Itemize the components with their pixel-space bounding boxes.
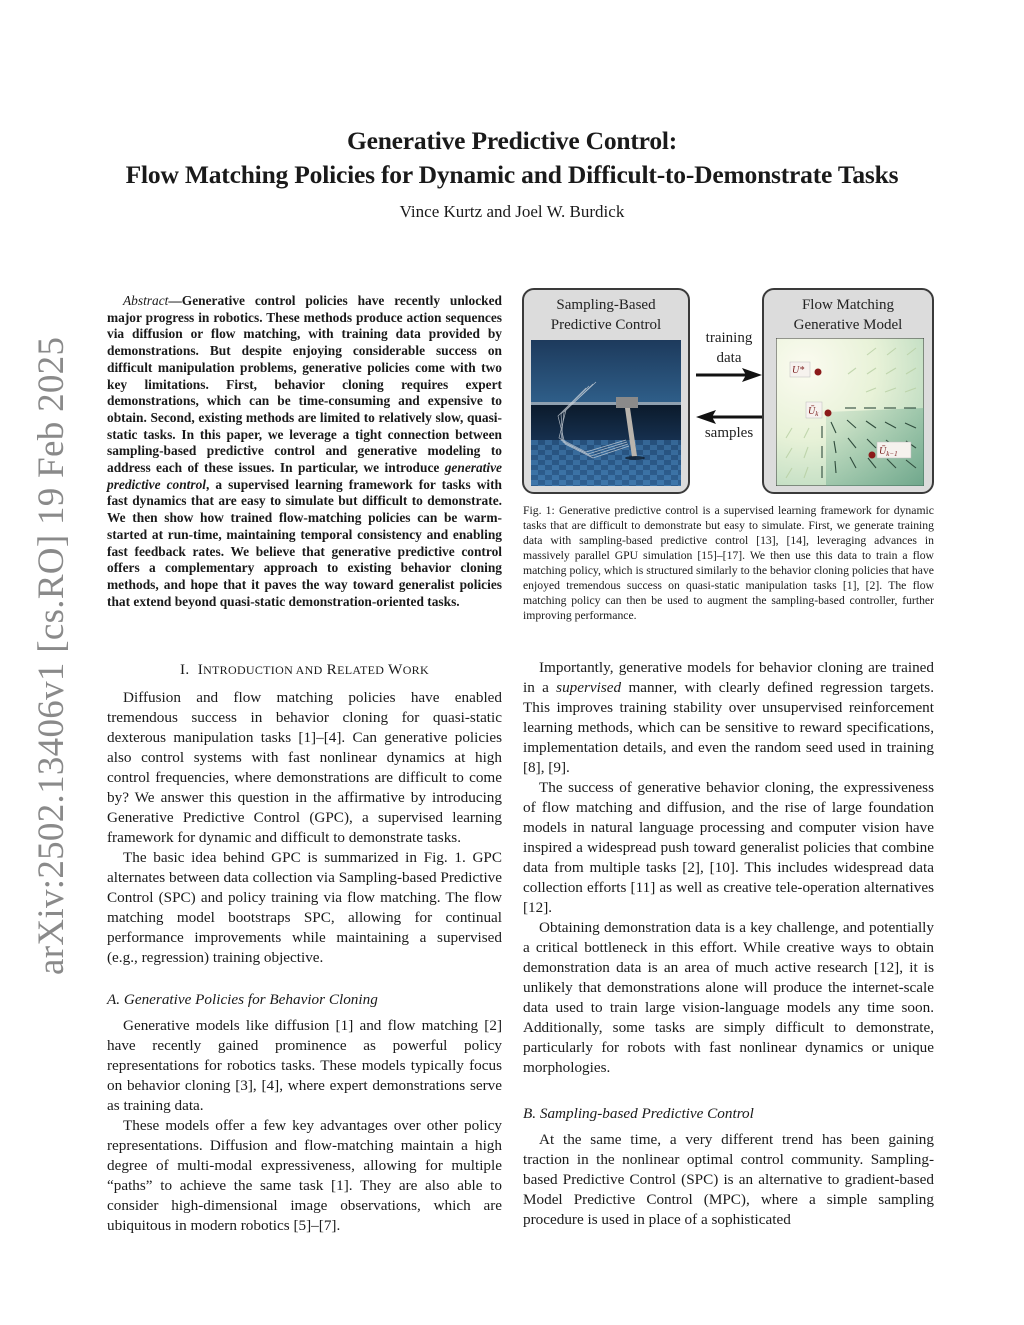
section-title: INTRODUCTION AND RELATED WORK bbox=[197, 661, 429, 678]
abstract-dash: — bbox=[168, 293, 182, 308]
u-k-minus-1-label: $Ū_{k-1}$ bbox=[879, 446, 898, 458]
title-line-2: Flow Matching Policies for Dynamic and Difficult-to-Demonstrate Tasks bbox=[125, 160, 899, 189]
figure-caption: Fig. 1: Generative predictive control is a supervised learning framework for dynamic tasks that are difficult to demonstrate but easy to simulate. First, we generate training data with sampling-based predictive control [13], [14], leveraging advances in massively parallel GPU simulation [15]–[17]. We then use this data to train a flow matching policy, which is structured similarly to the behavior cloning policies that have enjoyed tremendous success on quasi-static manipulation tasks [1], [2]. The flow matching policy can then be used to augment the sampling-based controller, further improving performance. bbox=[523, 504, 934, 622]
training-label: training bbox=[705, 330, 753, 346]
abstract-label: Abstract bbox=[123, 293, 169, 308]
arrow-right-icon bbox=[696, 367, 762, 383]
section-number: I. bbox=[180, 661, 190, 678]
subsection-heading-b: B. Sampling-based Predictive Control bbox=[523, 1105, 754, 1122]
abstract-text-1: Generative control policies have recently unlocked major progress in robotics. These methods produce action sequences via diffusion or flow matching, with training data provided by demonstrations. But despite enjoying considerable success on difficult manipulation problems, generative policies come with two key limitations. First, behavior cloning requires expert demonstrations, which can be time-consuming and expensive to obtain. Second, existing methods are limited to relatively slow, quasi-static tasks. In this paper, we leverage a tight connection between sampling-based predictive control and generative modeling to address each of these issues. In particular, we introduce bbox=[107, 293, 502, 476]
flow-matching-box bbox=[762, 288, 934, 494]
samples-label: samples bbox=[704, 425, 754, 441]
title-line-1: Generative Predictive Control: bbox=[346, 126, 678, 155]
spc-box bbox=[522, 288, 690, 494]
subsection-a-paragraph-1: Generative models like diffusion [1] and flow matching [2] have recently gained prominence as powerful policy representations for robotics tasks. These models typically focus on behavior cloning [3], [4], where expert demonstrations serve as training data. bbox=[107, 1017, 502, 1114]
arxiv-stamp: arXiv:2502.13406v1 [cs.RO] 19 Feb 2025 bbox=[31, 336, 72, 975]
u-star-label: U* bbox=[792, 365, 805, 376]
data-label: data bbox=[716, 350, 742, 366]
subsection-heading-a: A. Generative Policies for Behavior Cloning bbox=[107, 991, 378, 1008]
section-heading-introduction bbox=[107, 660, 502, 680]
right-paragraph-2: The success of generative behavior cloning, the expressiveness of flow matching and diffusion, and the rise of large foundation models in natural language processing and computer vision have inspired a widespread push toward generalist policies that combine data from multiple tasks [2], [10]. This includes widespread data collection efforts [11] as well as creative tele-operation alternatives [12]. bbox=[523, 779, 934, 916]
flow-title-line-1: Flow Matching bbox=[801, 297, 895, 313]
training-data-label bbox=[694, 328, 764, 368]
p1-text-a: Importantly, generative models for behavior cloning are trained in a bbox=[523, 659, 934, 696]
figure-1 bbox=[522, 288, 934, 496]
abstract-emphasis: generative predictive control bbox=[107, 460, 502, 492]
subsection-b-paragraph-1: At the same time, a very different trend has been gaining traction in the nonlinear optimal control community. Sampling-based Predictive Control (SPC) is an alternative to gradient-based Model Predictive Control (MPC), where a simple sampling procedure is used in place of a sophisticated bbox=[523, 1131, 934, 1228]
robot-simulation-image bbox=[531, 340, 681, 486]
u-k-label: $Ū_k$ bbox=[808, 406, 819, 418]
abstract bbox=[107, 293, 502, 610]
intro-paragraph-2: The basic idea behind GPC is summarized in Fig. 1. GPC alternates between data collection via Sampling-based Predictive Control (SPC) and policy training via flow matching. The flow matching model bootstraps SPC, allowing for continual performance improvements while maintaining a supervised (e.g., regression) training objective. bbox=[107, 849, 502, 966]
spc-title-line-2: Predictive Control bbox=[550, 317, 662, 333]
flow-title-line-2: Generative Model bbox=[793, 317, 903, 333]
right-column bbox=[523, 658, 934, 1230]
p1-text-b: manner, with clearly defined regression targets. This improves training stability over unsupervised reinforcement learning methods, which can be sensitive to reward specifications, implementation details, and even the random seed used in training [8], [9]. bbox=[523, 679, 934, 776]
paper-title bbox=[0, 124, 1024, 192]
vector-field-plot bbox=[776, 338, 924, 486]
spc-box-title bbox=[524, 295, 688, 335]
right-paragraph-3: Obtaining demonstration data is a key challenge, and potentially a critical bottleneck in this effort. While creative ways to obtain demonstration data is an area of much active research [12], it is unlikely that demonstrations alone will produce the internet-scale data used to train large vision-language models any time soon. Additionally, some tasks are simply difficult to demonstrate, particularly for robots with fast nonlinear dynamics or unique morphologies. bbox=[523, 919, 934, 1076]
authors: Vince Kurtz and Joel W. Burdick bbox=[399, 202, 625, 221]
p1-emphasis: supervised bbox=[556, 679, 622, 696]
flow-box-title bbox=[764, 295, 932, 335]
abstract-text-2: , a supervised learning framework for tasks with fast dynamics that are easy to simulate but difficult to demonstrate. We then show how trained flow-matching policies can be warm-started at run-time, maintaining temporal consistency and enabling fast feedback rates. We believe that generative predictive control offers a complementary approach to existing behavior cloning methods, and hope that it paves the way toward generalist policies that extend beyond quasi-static demonstration-oriented tasks. bbox=[107, 476, 502, 609]
intro-paragraph-1: Diffusion and flow matching policies have enabled tremendous success in behavior cloning for quasi-static dexterous manipulation tasks [1]–[4]. Can generative policies also control systems with fast nonlinear dynamics at high control frequencies, where demonstrations are difficult to come by? We answer this question in the affirmative by introducing Generative Predictive Control (GPC), a supervised learning framework for dynamic and difficult to demonstrate tasks. bbox=[107, 689, 502, 846]
spc-title-line-1: Sampling-Based bbox=[556, 297, 656, 313]
right-paragraph-1 bbox=[523, 658, 934, 778]
left-column bbox=[107, 660, 502, 1236]
subsection-a-paragraph-2: These models offer a few key advantages over other policy representations. Diffusion and flow-matching maintain a high degree of multi-modal expressiveness, allowing for multiple “paths” to achieve the same task [1]. They are also able to consider high-dimensional image observations, which are ubiquitous in modern robotics [5]–[7]. bbox=[107, 1117, 502, 1234]
